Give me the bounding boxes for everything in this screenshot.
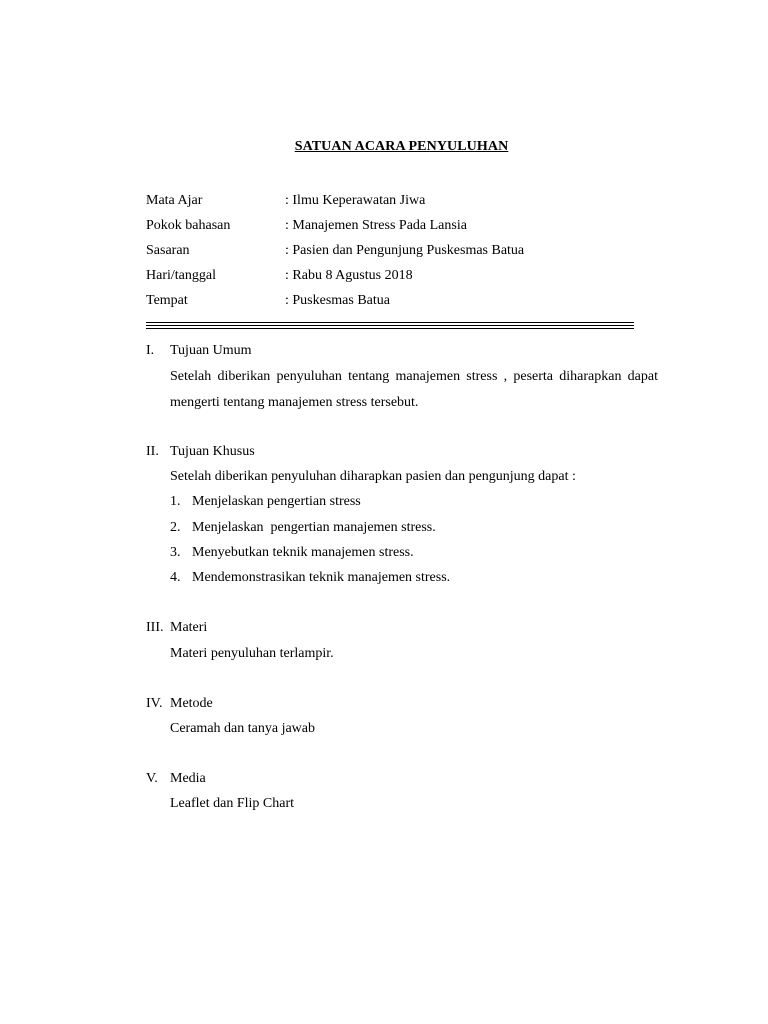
section-title: Tujuan Umum — [170, 343, 252, 358]
section-body-metode: Ceramah dan tanya jawab — [170, 721, 315, 736]
list-text: Menjelaskan pengertian stress — [192, 494, 361, 509]
list-number: 3. — [170, 545, 181, 560]
list-number: 1. — [170, 494, 181, 509]
section-title: Materi — [170, 620, 208, 635]
section-title: Tujuan Khusus — [170, 444, 255, 459]
info-label: Pokok bahasan — [146, 218, 231, 233]
info-value: : Pasien dan Pengunjung Puskesmas Batua — [285, 243, 525, 258]
divider-line — [146, 325, 634, 326]
divider-line — [146, 328, 634, 329]
info-label: Mata Ajar — [146, 193, 203, 208]
section-title: Metode — [170, 696, 213, 711]
info-label: Sasaran — [146, 243, 190, 258]
divider-line — [146, 322, 634, 323]
section-number: I. — [146, 343, 155, 358]
info-value: : Ilmu Keperawatan Jiwa — [285, 193, 426, 208]
section-body-tujuan-umum: Setelah diberikan penyuluhan tentang manajemen stress , peserta diharapkan dapat mengerti tentang manajemen stress tersebut. — [170, 369, 658, 410]
info-value: : Puskesmas Batua — [285, 293, 390, 308]
section-number: II. — [146, 444, 159, 459]
section-number: IV. — [146, 696, 163, 711]
section-number: III. — [146, 620, 164, 635]
section-title: Media — [170, 771, 206, 786]
info-label: Tempat — [146, 293, 188, 308]
list-text: Menyebutkan teknik manajemen stress. — [192, 545, 414, 560]
section-body-media: Leaflet dan Flip Chart — [170, 796, 295, 811]
document-title: SATUAN ACARA PENYULUHAN — [294, 139, 509, 154]
list-text: Menjelaskan pengertian manajemen stress. — [192, 520, 436, 535]
info-value: : Manajemen Stress Pada Lansia — [285, 218, 467, 233]
list-number: 2. — [170, 520, 181, 535]
section-number: V. — [146, 771, 158, 786]
list-text: Mendemonstrasikan teknik manajemen stress. — [192, 570, 451, 585]
section-intro-tujuan-khusus: Setelah diberikan penyuluhan diharapkan pasien dan pengunjung dapat : — [170, 469, 576, 484]
section-body-materi: Materi penyuluhan terlampir. — [170, 646, 334, 661]
info-value: : Rabu 8 Agustus 2018 — [285, 268, 413, 283]
info-label: Hari/tanggal — [146, 268, 216, 283]
list-number: 4. — [170, 570, 181, 585]
